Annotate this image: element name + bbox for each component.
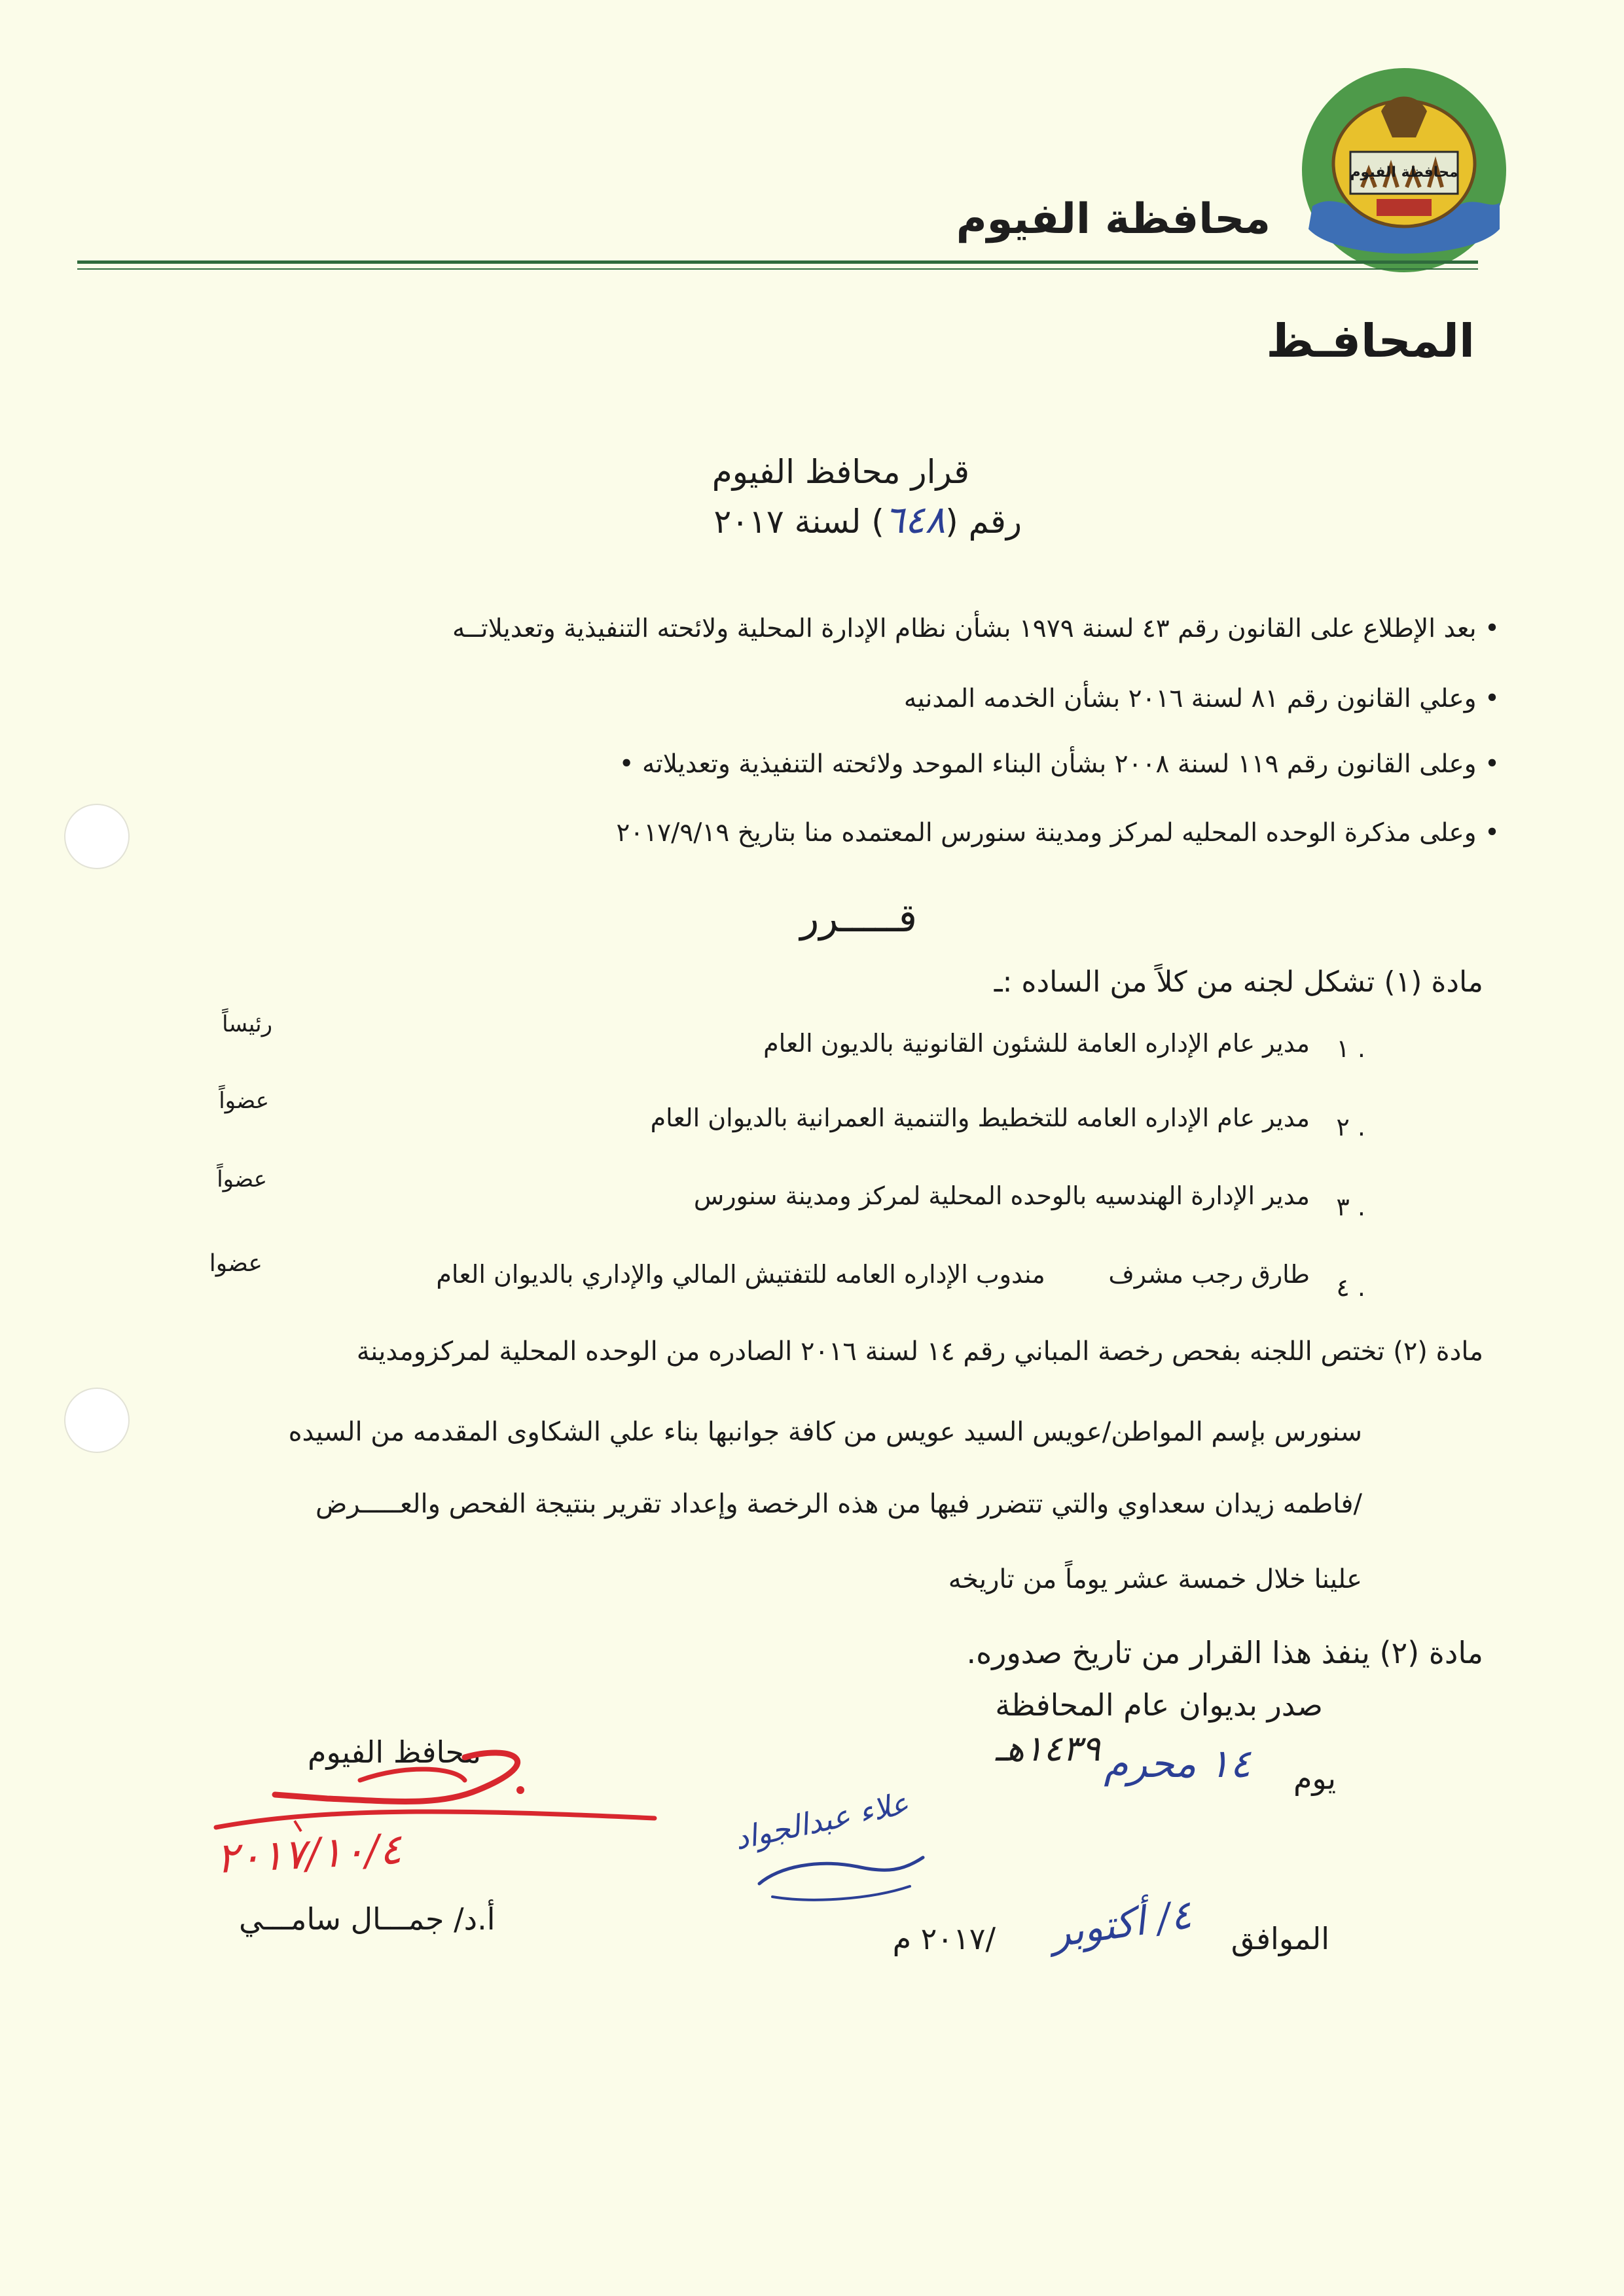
preamble-line-2: • وعلي القانون رقم ٨١ لسنة ٢٠١٦ بشأن الخدمه المدنيه bbox=[903, 684, 1500, 713]
middle-signature-scrawl bbox=[746, 1826, 943, 1911]
issuance-gregorian-year: /٢٠١٧ م bbox=[892, 1921, 996, 1956]
member-4-num: ٤ . bbox=[1336, 1273, 1365, 1302]
member-2-num: ٢ . bbox=[1336, 1113, 1365, 1141]
governor-red-date: ٢٠١٧/١٠/٤ bbox=[215, 1825, 403, 1884]
member-4-role: عضوا bbox=[209, 1250, 262, 1277]
issuance-gregorian-handwritten: ٤/ أكتوبر bbox=[1048, 1892, 1195, 1957]
punch-hole-top bbox=[64, 804, 130, 869]
punch-hole-bottom bbox=[64, 1388, 130, 1453]
decision-number-prefix: رقم ( bbox=[945, 503, 1022, 541]
office-title: المحافـظ bbox=[1266, 314, 1475, 368]
header-rule-thin bbox=[77, 268, 1478, 270]
article1-heading: مادة (١) تشكل لجنه من كلاً من الساده :ـ bbox=[994, 965, 1483, 999]
governorate-logo bbox=[1299, 65, 1509, 275]
member-3-num: ٣ . bbox=[1336, 1193, 1365, 1221]
article2-line-4: علينا خلال خمسة عشر يوماً من تاريخه bbox=[948, 1564, 1362, 1594]
header-rule bbox=[77, 260, 1478, 264]
member-1-num: ١ . bbox=[1336, 1034, 1365, 1063]
article3-text: مادة (٢) ينفذ هذا القرار من تاريخ صدوره. bbox=[966, 1635, 1483, 1670]
decided-heading: قـــــرر bbox=[800, 895, 917, 941]
issuance-hijri-year: ١٤٣٩هـ bbox=[995, 1728, 1100, 1769]
member-2-role: عضواً bbox=[219, 1088, 269, 1114]
governorate-name: محافظة الفيوم bbox=[956, 195, 1271, 243]
issuance-gregorian-label: الموافق bbox=[1231, 1921, 1329, 1956]
issuance-day-label: يوم bbox=[1293, 1761, 1336, 1796]
member-2-text: مدير عام الإداره العامه للتخطيط والتنمية العمرانية بالديوان العام bbox=[650, 1103, 1310, 1132]
preamble-line-1: • بعد الإطلاع على القانون رقم ٤٣ لسنة ١٩٧٩ بشأن نظام الإدارة المحلية ولائحته التنفيذية وتعديلاتــه bbox=[452, 614, 1500, 643]
member-3-role: عضواً bbox=[217, 1166, 267, 1193]
decision-number: ٦٤٨ bbox=[884, 497, 946, 542]
article2-line-1: مادة (٢) تختص اللجنه بفحص رخصة المباني رقم ١٤ لسنة ٢٠١٦ الصادره من الوحده المحلية لمركزومدينة bbox=[356, 1336, 1483, 1367]
governor-title: محافظ الفيوم bbox=[308, 1734, 481, 1770]
article2-line-3: /فاطمه زيدان سعداوي والتي تتضرر فيها من هذه الرخصة وإعداد تقرير بنتيجة الفحص والعـــــرض bbox=[315, 1489, 1362, 1519]
article2-line-2: سنورس بإسم المواطن/عويس السيد عويس من كافة جوانبها بناء علي الشكاوى المقدمه من السيده bbox=[288, 1417, 1362, 1447]
preamble-line-3: • وعلى القانون رقم ١١٩ لسنة ٢٠٠٨ بشأن البناء الموحد ولائحته التنفيذية وتعديلاته • bbox=[619, 749, 1500, 779]
member-1-role: رئيساً bbox=[222, 1011, 272, 1037]
member-4-text: طارق رجب مشرف مندوب الإداره العامه للتفتيش المالي والإداري بالديوان العام bbox=[436, 1260, 1310, 1289]
member-1-text: مدير عام الإداره العامة للشئون القانونية بالديون العام bbox=[763, 1029, 1310, 1058]
issuance-place: صدر بديوان عام المحافظة bbox=[995, 1687, 1323, 1723]
middle-signature: علاء عبدالجواد bbox=[731, 1785, 912, 1857]
decision-number-suffix: ) لسنة ٢٠١٧ bbox=[713, 503, 884, 541]
logo-caption: محافظة الفيوم bbox=[1350, 164, 1458, 181]
decision-number-line bbox=[713, 497, 1022, 542]
governor-signature bbox=[196, 1741, 668, 1911]
governor-name: أ.د/ جمـــال سامـــي bbox=[239, 1901, 496, 1937]
issuance-hijri-handwritten: ١٤ محرم bbox=[1104, 1741, 1251, 1787]
member-3-text: مدير الإدارة الهندسيه بالوحده المحلية لمركز ومدينة سنورس bbox=[693, 1181, 1310, 1210]
decision-title: قرار محافظ الفيوم bbox=[712, 453, 969, 491]
preamble-line-4: • وعلى مذكرة الوحده المحليه لمركز ومدينة سنورس المعتمده منا بتاريخ ٢٠١٧/٩/١٩ bbox=[616, 818, 1500, 848]
